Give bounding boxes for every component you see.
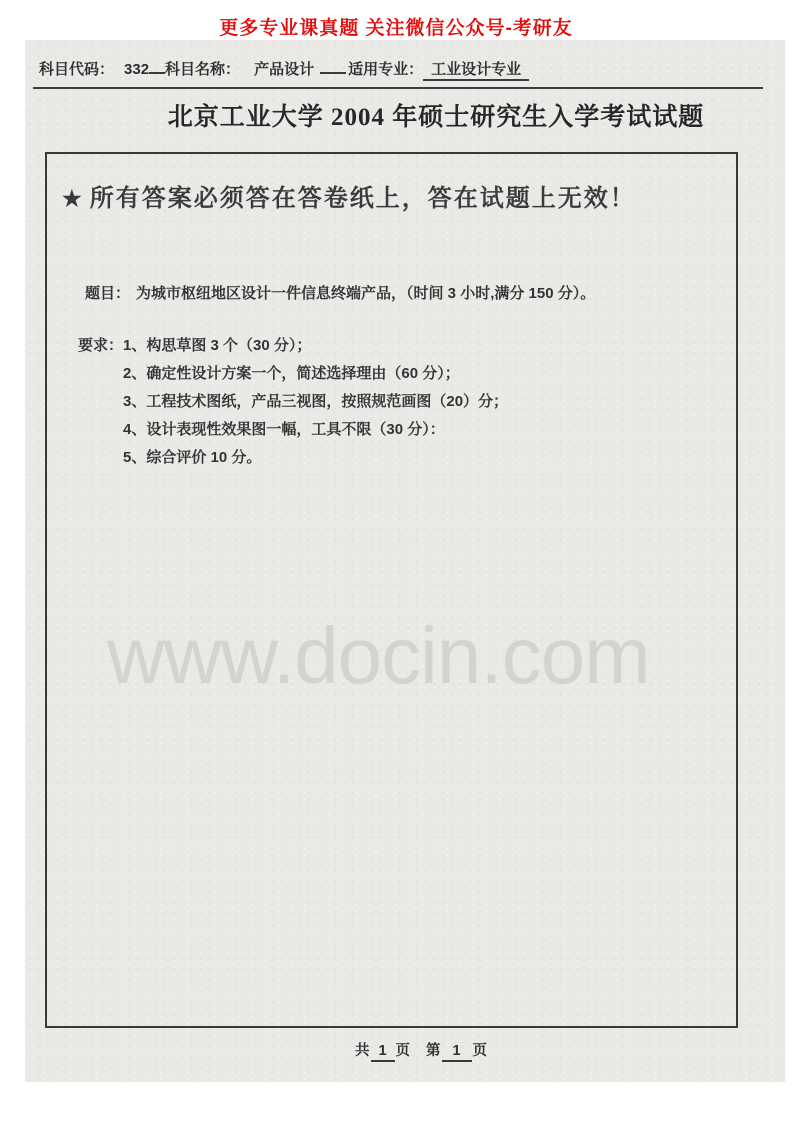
star-icon: ★ (62, 186, 82, 211)
footer-total-unit: 页 (395, 1043, 410, 1059)
footer-total-pages: 1 (371, 1043, 395, 1062)
footer-current-label: 第 (426, 1043, 441, 1059)
footer-current-unit: 页 (472, 1043, 487, 1059)
subject-name-label: 科目名称： (165, 61, 241, 78)
subject-name-value: 产品设计 (254, 61, 315, 78)
requirements-list (123, 332, 508, 472)
scanned-exam-page (25, 40, 785, 1082)
exam-title: 北京工业大学 2004 年硕士研究生入学考试试题 (167, 104, 705, 131)
promo-banner: 更多专业课真题 关注微信公众号-考研友 (219, 18, 573, 39)
requirement-item: 4、设计表现性效果图一幅，工具不限（30 分）： (123, 421, 445, 438)
question-label: 题目： (85, 285, 131, 302)
docin-watermark: www.docin.com (107, 611, 650, 700)
requirement-item: 1、构思草图 3 个（30 分）； (123, 337, 312, 354)
question-text: 为城市枢纽地区设计一件信息终端产品，（时间 3 小时,满分 150 分）。 (136, 285, 596, 302)
requirements-label: 要求： (78, 337, 124, 354)
exam-body-box (45, 152, 738, 1028)
subject-code-value: 332 (124, 61, 150, 78)
major-label: 适用专业： (348, 61, 424, 78)
footer-total-label: 共 (355, 1043, 370, 1059)
page-footer (41, 1039, 792, 1062)
exam-meta-line (39, 58, 529, 79)
footer-current-page: 1 (442, 1043, 472, 1062)
header-divider (33, 87, 763, 89)
blank-underline (320, 59, 346, 74)
requirements-block (78, 332, 722, 472)
requirement-item: 3、工程技术图纸，产品三视图，按照规范画图（20）分； (123, 393, 509, 410)
notice-line (62, 178, 636, 213)
subject-code-label: 科目代码： (39, 61, 115, 78)
requirement-item: 5、综合评价 10 分。 (123, 449, 262, 466)
notice-text: 所有答案必须答在答卷纸上，答在试题上无效！ (89, 186, 636, 212)
blank-underline (149, 59, 165, 74)
major-value: 工业设计专业 (423, 61, 529, 81)
question-line (85, 284, 722, 304)
requirement-item: 2、确定性设计方案一个，简述选择理由（60 分）； (123, 365, 460, 382)
